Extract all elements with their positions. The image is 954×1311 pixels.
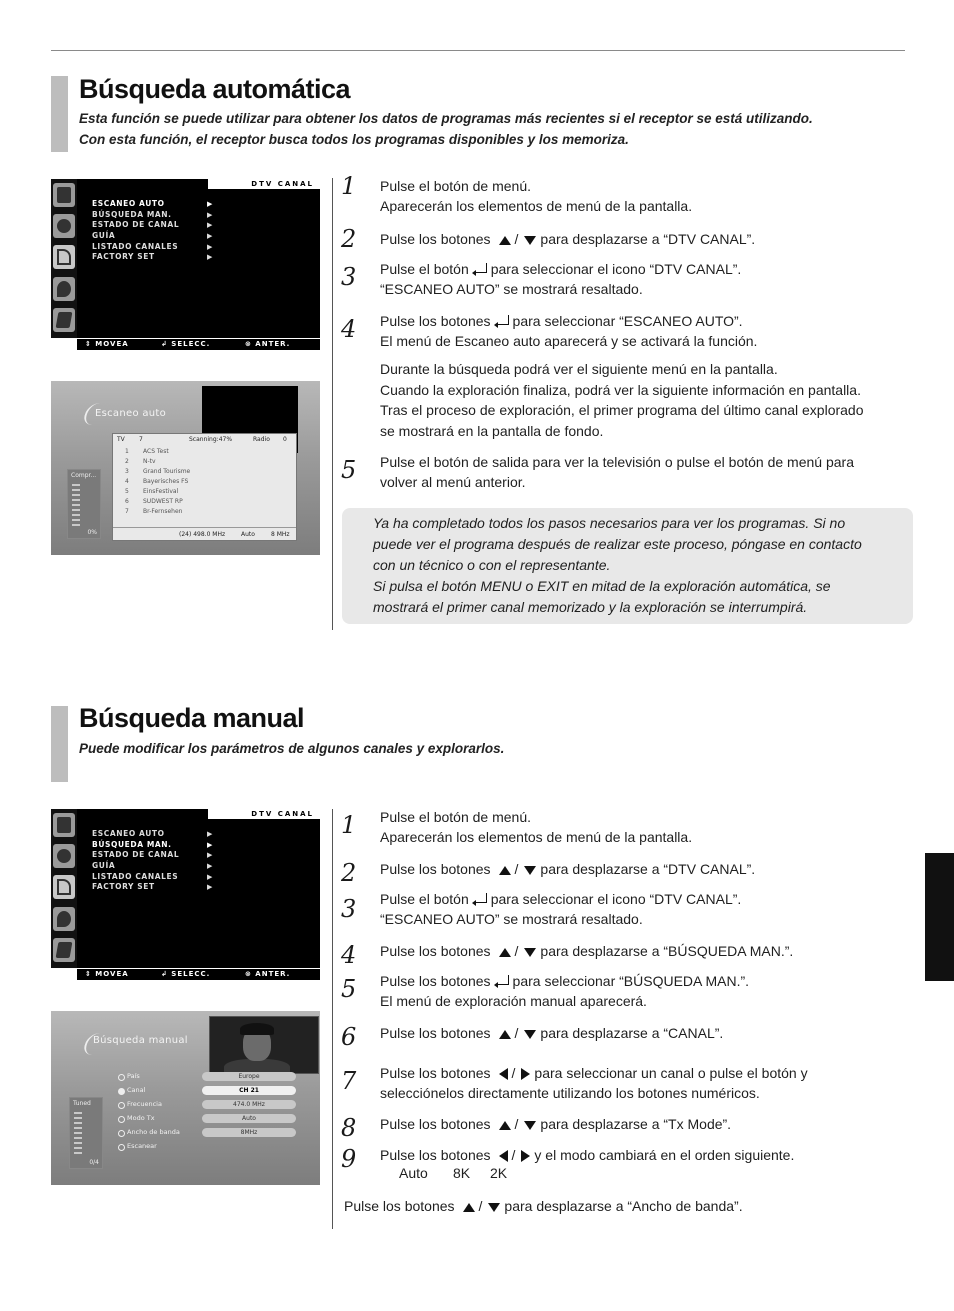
footer-back: ⊗ ANTER.: [245, 970, 291, 978]
auto-intro-2: Con esta función, el receptor busca todos los programas disponibles y los memoriza.: [79, 132, 629, 147]
menu-item: BÚSQUEDA MAN. ▶: [92, 209, 213, 219]
satellite-icon: [53, 907, 75, 931]
up-arrow-icon: [499, 236, 511, 245]
menu-items: [92, 829, 222, 893]
channel-row: 3 Grand Tourisme: [125, 468, 191, 475]
auto-note-box: [342, 508, 913, 624]
auto-scan-screenshot: [51, 381, 320, 555]
manual-final-instruction: Pulse los botones / para desplazarse a “Ancho de banda”.: [344, 1198, 743, 1214]
tv-menu-screenshot-manual: [51, 809, 320, 980]
manual-intro: Puede modificar los parámetros de algunos canales y explorarlos.: [79, 741, 505, 756]
footer-select: ↲ SELECC.: [161, 340, 211, 348]
right-arrow-icon: [521, 1068, 530, 1080]
footer-move: ⇕ MOVEA: [85, 340, 129, 348]
menu-title: DTV CANAL: [208, 179, 320, 189]
auto-section-title: Búsqueda automática: [79, 74, 351, 104]
menu-item: ESTADO DE CANAL ▶: [92, 220, 213, 230]
menu-footer: [51, 968, 320, 980]
disc-icon: [53, 214, 75, 238]
disc-icon: [53, 844, 75, 868]
menu-item: GUÍA ▶: [92, 861, 213, 871]
enter-icon: [475, 263, 487, 273]
down-arrow-icon: [488, 1203, 500, 1212]
manual-column-divider: [332, 809, 333, 1229]
language-side-tab: [925, 853, 954, 981]
menu-item: FACTORY SET ▶: [92, 252, 213, 262]
signal-level: Tuned 0/4: [69, 1097, 103, 1169]
menu-item: FACTORY SET ▶: [92, 882, 213, 892]
down-arrow-icon: [524, 1121, 536, 1130]
down-arrow-icon: [524, 236, 536, 245]
scan-row: Canal CH 21: [118, 1085, 308, 1097]
menu-icon-column: [51, 179, 77, 339]
menu-item: BÚSQUEDA MAN. ▶: [92, 839, 213, 849]
enter-icon: [497, 975, 509, 985]
menu-item: ESCANEO AUTO ▶: [92, 829, 213, 838]
menu-icon-column: [51, 809, 77, 969]
footer-move: ⇕ MOVEA: [85, 970, 129, 978]
menu-item: ESCANEO AUTO ▶: [92, 199, 213, 208]
up-arrow-icon: [499, 948, 511, 957]
scan-screen-title: Búsqueda manual: [93, 1035, 188, 1046]
auto-during-text: Durante la búsqueda podrá ver el siguiente menú en la pantalla. Cuando la exploración finaliza, podrá ver la siguiente información en pantalla. Tras el proceso de exploración, el primer programa del último canal explorado se mostrará en la pantalla de fondo.: [380, 361, 864, 439]
menu-footer: [51, 338, 320, 350]
menu-item: LISTADO CANALES ▶: [92, 241, 213, 251]
scan-row: Frecuencia 474.0 MHz: [118, 1099, 308, 1111]
top-rule: [51, 50, 905, 51]
enter-icon: [475, 893, 487, 903]
menu-item: ESTADO DE CANAL ▶: [92, 850, 213, 860]
up-arrow-icon: [499, 866, 511, 875]
down-arrow-icon: [524, 948, 536, 957]
channel-row: 6 SUDWEST RP: [125, 498, 183, 505]
footer-select: ↲ SELECC.: [161, 970, 211, 978]
scan-row: Escanear: [118, 1141, 308, 1153]
up-arrow-icon: [499, 1030, 511, 1039]
enter-icon: [497, 315, 509, 325]
tv-icon: [53, 813, 75, 837]
channel-row: 1 ACS Test: [125, 448, 169, 455]
scan-row: Modo Tx Auto: [118, 1113, 308, 1125]
book-icon: [53, 938, 75, 962]
menu-items: [92, 199, 222, 263]
down-arrow-icon: [524, 1030, 536, 1039]
signal-level: Compr... 0%: [67, 469, 101, 539]
section-bar: [51, 706, 68, 782]
right-arrow-icon: [521, 1150, 530, 1162]
satellite-icon: [53, 277, 75, 301]
up-arrow-icon: [499, 1121, 511, 1130]
auto-note-text: Ya ha completado todos los pasos necesarios para ver los programas. Si no puede ver el programa después de realizar este proceso, póngase en contacto con un técnico o con el representante. Si pulsa el botón MENU o EXIT en mitad de la exploración automática, se mostrará el primer canal memorizado y la exploración se interrumpirá.: [373, 515, 862, 615]
manual-scan-screenshot: [51, 1011, 320, 1185]
auto-intro-1: Esta función se puede utilizar para obtener los datos de programas más recientes si el receptor se está utilizando.: [79, 111, 813, 126]
channel-row: 5 EinsFestival: [125, 488, 179, 495]
tv-icon: [53, 183, 75, 207]
down-arrow-icon: [524, 866, 536, 875]
menu-item: GUÍA ▶: [92, 231, 213, 241]
scan-row: Ancho de banda 8MHz: [118, 1127, 308, 1139]
tv-menu-screenshot-auto: [51, 179, 320, 350]
antenna-icon: [53, 245, 75, 269]
left-arrow-icon: [499, 1150, 508, 1162]
channel-row: 7 Br-Fernsehen: [125, 508, 183, 515]
channel-row: 4 Bayerisches FS: [125, 478, 189, 485]
book-icon: [53, 308, 75, 332]
footer-back: ⊗ ANTER.: [245, 340, 291, 348]
scan-screen-title: Escaneo auto: [95, 408, 167, 419]
antenna-icon: [53, 875, 75, 899]
video-preview: [209, 1016, 319, 1074]
scan-result-panel: TV 7 Scanning:47% Radio 0 1 ACS Test 2 N-tv 3 Grand Tourisme 4 Bayerisches FS 5 EinsFestival 6 SUDWEST RP 7 Br-Fernsehen (24) 498.0 MHz Auto 8 MHz: [112, 433, 297, 541]
scan-row: País Europe: [118, 1071, 308, 1083]
left-arrow-icon: [499, 1068, 508, 1080]
channel-row: 2 N-tv: [125, 458, 156, 465]
up-arrow-icon: [463, 1203, 475, 1212]
section-bar: [51, 76, 68, 152]
menu-title: DTV CANAL: [208, 809, 320, 819]
menu-item: LISTADO CANALES ▶: [92, 871, 213, 881]
auto-column-divider: [332, 178, 333, 630]
manual-section-title: Búsqueda manual: [79, 703, 305, 733]
